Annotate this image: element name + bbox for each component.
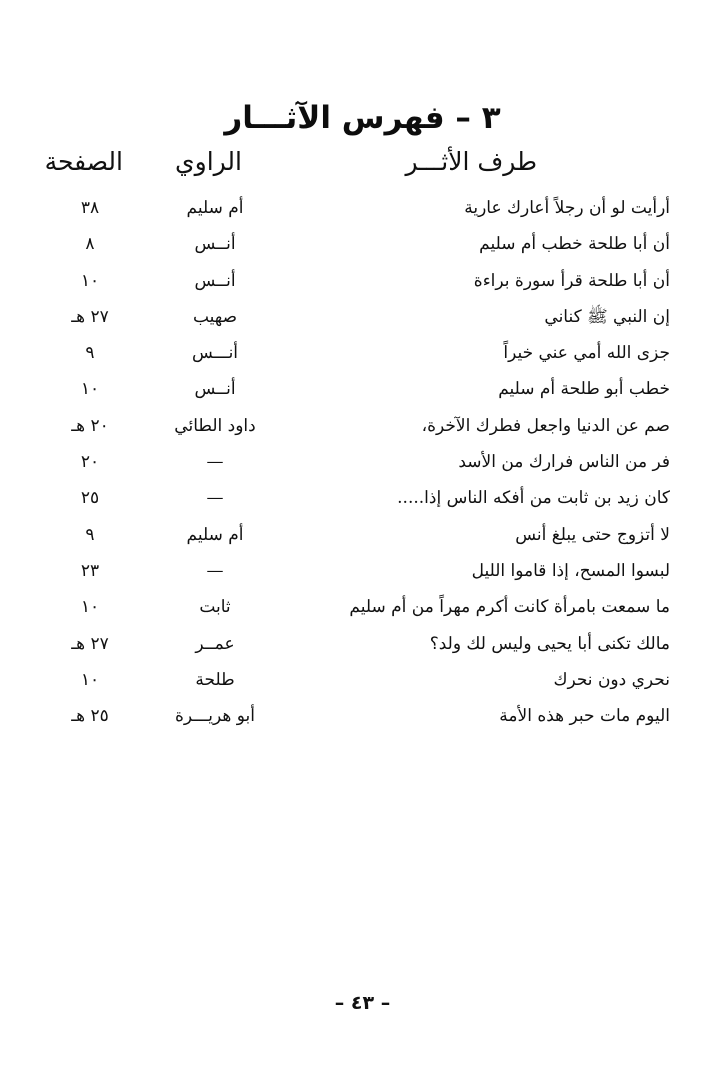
table-row [0, 335, 725, 371]
page-reference: ٨ [85, 234, 95, 255]
narrator-name: أنـــس [191, 343, 239, 364]
narrator-name: صهيب [192, 306, 238, 327]
table-row [0, 408, 725, 444]
page-reference: ٢٥ [80, 488, 100, 509]
table-row [0, 626, 725, 662]
page-reference: ١٠ [80, 597, 100, 618]
page-reference: ٢٥ هـ [71, 706, 109, 727]
athar-text: صم عن الدنيا واجعل فطرك الآخرة، [421, 415, 670, 436]
athar-text: خطب أبو طلحة أم سليم [498, 379, 670, 400]
table-row [0, 190, 725, 226]
athar-text: جزى الله أمي عني خيراً [503, 343, 670, 364]
athar-text: كان زيد بن ثابت من أفكه الناس إذا..... [397, 488, 670, 509]
narrator-name: طلحة [195, 669, 235, 690]
narrator-name: — [206, 560, 224, 581]
column-header-athar: طرف الأثـــر [405, 147, 537, 176]
athar-text: أرأيت لو أن رجلاً أعارك عارية [464, 198, 670, 218]
narrator-name: أم سليم [186, 524, 244, 545]
athar-index-list [0, 190, 725, 734]
narrator-name: أنــس [194, 270, 236, 291]
athar-text: ما سمعت بامرأة كانت أكرم مهراً من أم سليم [349, 597, 670, 618]
page-reference: ١٠ [80, 379, 100, 400]
athar-text: نحري دون نحرك [553, 669, 670, 690]
athar-text: اليوم مات حبر هذه الأمة [499, 706, 670, 727]
narrator-name: ثابت [199, 597, 231, 618]
narrator-name: عمــر [195, 633, 235, 654]
page-reference: ١٠ [80, 669, 100, 690]
narrator-name: أم سليم [186, 198, 244, 218]
narrator-name: أنــس [194, 379, 236, 400]
narrator-name: أنــس [194, 234, 236, 255]
table-row [0, 698, 725, 734]
page-reference: ١٠ [80, 270, 100, 291]
athar-text: أن أبا طلحة خطب أم سليم [479, 234, 670, 255]
athar-text: أن أبا طلحة قرأ سورة براءة [473, 270, 670, 291]
table-row [0, 226, 725, 262]
page-reference: ٢٠ هـ [71, 415, 109, 436]
column-header-page: الصفحة [44, 147, 123, 176]
table-row [0, 371, 725, 407]
narrator-name: داود الطائي [174, 415, 256, 436]
column-header-narrator: الراوي [175, 147, 242, 176]
table-row [0, 553, 725, 589]
table-row [0, 263, 725, 299]
athar-text: فر من الناس فرارك من الأسد [458, 452, 670, 473]
narrator-name: أبو هريـــرة [175, 706, 255, 727]
page-reference: ٣٨ [80, 198, 100, 218]
athar-text: إن النبي ﷺ كناني [544, 306, 670, 327]
page-reference: ٩ [85, 343, 95, 364]
page-reference: ٢٣ [80, 560, 100, 581]
page-reference: ٩ [85, 524, 95, 545]
athar-text: مالك تكنى أبا يحيى وليس لك ولد؟ [429, 633, 670, 654]
narrator-name: — [206, 452, 224, 473]
athar-text: لا أتزوج حتى يبلغ أنس [515, 524, 670, 545]
athar-text: لبسوا المسح، إذا قاموا الليل [471, 560, 670, 581]
narrator-name: — [206, 488, 224, 509]
table-row [0, 589, 725, 625]
page-reference: ٢٧ هـ [71, 633, 109, 654]
table-row [0, 662, 725, 698]
table-row [0, 299, 725, 335]
table-row [0, 517, 725, 553]
page-reference: ٢٧ هـ [71, 306, 109, 327]
table-row [0, 444, 725, 480]
page-number: – ٤٣ – [334, 992, 391, 1014]
table-row [0, 480, 725, 516]
page-title: ٣ – فهرس الآثـــار [224, 99, 501, 136]
page-reference: ٢٠ [80, 452, 100, 473]
